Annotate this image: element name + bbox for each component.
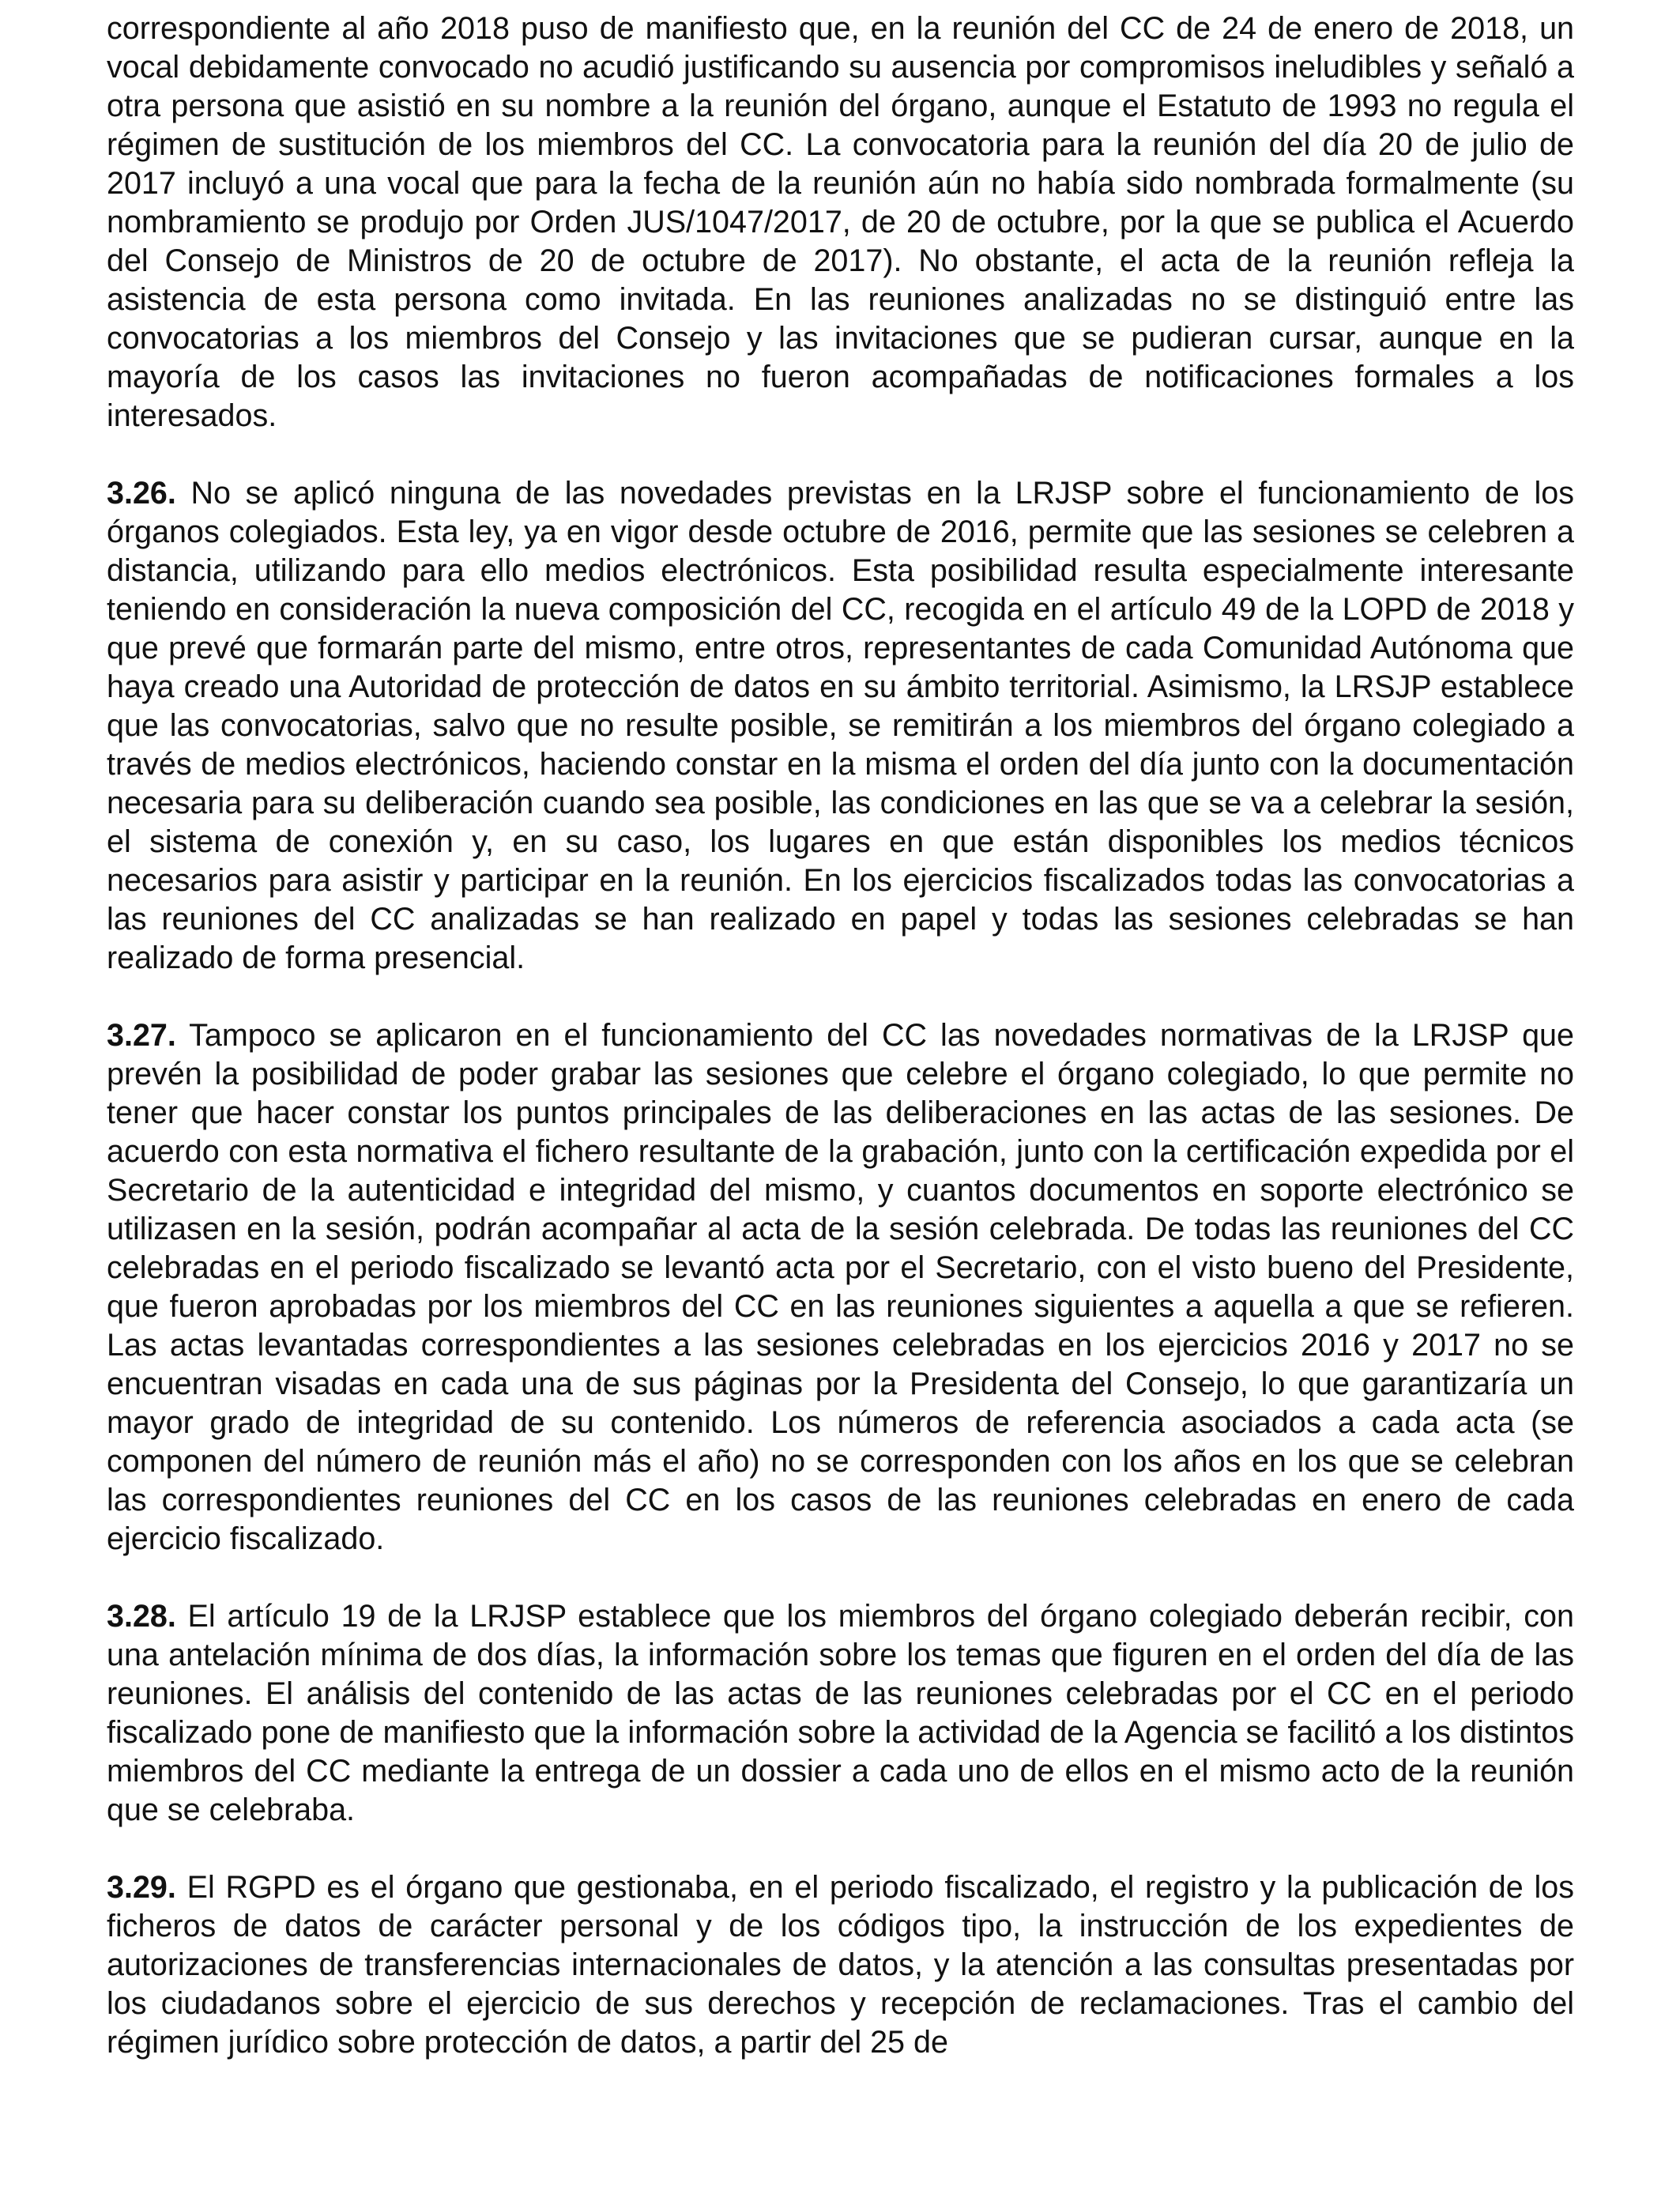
paragraph-text: El artículo 19 de la LRJSP establece que los miembros del órgano colegiado deberán recibir, con una antelación mínima de dos días, la información sobre los temas que figuren en el orden del día de las reuniones. El análisis del contenido de las actas de las reuniones celebradas por el CC en el periodo fiscalizado pone de manifiesto que la información sobre la actividad de la Agencia se facilitó a los distintos miembros del CC mediante la entrega de un dossier a cada uno de ellos en el mismo acto de la reunión que se celebraba. — [107, 1599, 1574, 1827]
paragraph-number: 3.28. — [107, 1599, 176, 1634]
paragraph-3-25-continuation — [107, 9, 1574, 435]
paragraph-3-26 — [107, 474, 1574, 978]
paragraph-number: 3.26. — [107, 476, 176, 511]
paragraph-text: No se aplicó ninguna de las novedades previstas en la LRJSP sobre el funcionamiento de los órganos colegiados. Esta ley, ya en vigor desde octubre de 2016, permite que las sesiones se celebren a distancia, utilizando para ello medios electrónicos. Esta posibilidad resulta especialmente interesante teniendo en consideración la nueva composición del CC, recogida en el artículo 49 de la LOPD de 2018 y que prevé que formarán parte del mismo, entre otros, representantes de cada Comunidad Autónoma que haya creado una Autoridad de protección de datos en su ámbito territorial. Asimismo, la LRSJP establece que las convocatorias, salvo que no resulte posible, se remitirán a los miembros del órgano colegiado a través de medios electrónicos, haciendo constar en la misma el orden del día junto con la documentación necesaria para su deliberación cuando sea posible, las condiciones en las que se va a celebrar la sesión, el sistema de conexión y, en su caso, los lugares en que están disponibles los medios técnicos necesarios para asistir y participar en la reunión. En los ejercicios fiscalizados todas las convocatorias a las reuniones del CC analizadas se han realizado en papel y todas las sesiones celebradas se han realizado de forma presencial. — [107, 476, 1574, 975]
paragraph-number: 3.29. — [107, 1870, 176, 1905]
paragraph-text: El RGPD es el órgano que gestionaba, en el periodo fiscalizado, el registro y la publicación de los ficheros de datos de carácter personal y de los códigos tipo, la instrucción de los expedientes de autorizaciones de transferencias internacionales de datos, y la atención a las consultas presentadas por los ciudadanos sobre el ejercicio de sus derechos y recepción de reclamaciones. Tras el cambio del régimen jurídico sobre protección de datos, a partir del 25 de — [107, 1870, 1574, 2060]
paragraph-3-29 — [107, 1868, 1574, 2062]
paragraph-text: correspondiente al año 2018 puso de manifiesto que, en la reunión del CC de 24 de enero de 2018, un vocal debidamente convocado no acudió justificando su ausencia por compromisos ineludibles y señaló a otra persona que asistió en su nombre a la reunión del órgano, aunque el Estatuto de 1993 no regula el régimen de sustitución de los miembros del CC. La convocatoria para la reunión del día 20 de julio de 2017 incluyó a una vocal que para la fecha de la reunión aún no había sido nombrada formalmente (su nombramiento se produjo por Orden JUS/1047/2017, de 20 de octubre, por la que se publica el Acuerdo del Consejo de Ministros de 20 de octubre de 2017). No obstante, el acta de la reunión refleja la asistencia de esta persona como invitada. En las reuniones analizadas no se distinguió entre las convocatorias a los miembros del Consejo y las invitaciones que se pudieran cursar, aunque en la mayoría de los casos las invitaciones no fueron acompañadas de notificaciones formales a los interesados. — [107, 11, 1574, 433]
document-page — [107, 9, 1574, 2062]
paragraph-3-28 — [107, 1597, 1574, 1830]
paragraph-text: Tampoco se aplicaron en el funcionamiento del CC las novedades normativas de la LRJSP que prevén la posibilidad de poder grabar las sesiones que celebre el órgano colegiado, lo que permite no tener que hacer constar los puntos principales de las deliberaciones en las actas de las sesiones. De acuerdo con esta normativa el fichero resultante de la grabación, junto con la certificación expedida por el Secretario de la autenticidad e integridad del mismo, y cuantos documentos en soporte electrónico se utilizasen en la sesión, podrán acompañar al acta de la sesión celebrada. De todas las reuniones del CC celebradas en el periodo fiscalizado se levantó acta por el Secretario, con el visto bueno del Presidente, que fueron aprobadas por los miembros del CC en las reuniones siguientes a aquella a que se refieren. Las actas levantadas correspondientes a las sesiones celebradas en los ejercicios 2016 y 2017 no se encuentran visadas en cada una de sus páginas por la Presidenta del Consejo, lo que garantizaría un mayor grado de integridad de su contenido. Los números de referencia asociados a cada acta (se componen del número de reunión más el año) no se corresponden con los años en los que se celebran las correspondientes reuniones del CC en los casos de las reuniones celebradas en enero de cada ejercicio fiscalizado. — [107, 1018, 1574, 1556]
paragraph-3-27 — [107, 1016, 1574, 1559]
paragraph-number: 3.27. — [107, 1018, 176, 1053]
